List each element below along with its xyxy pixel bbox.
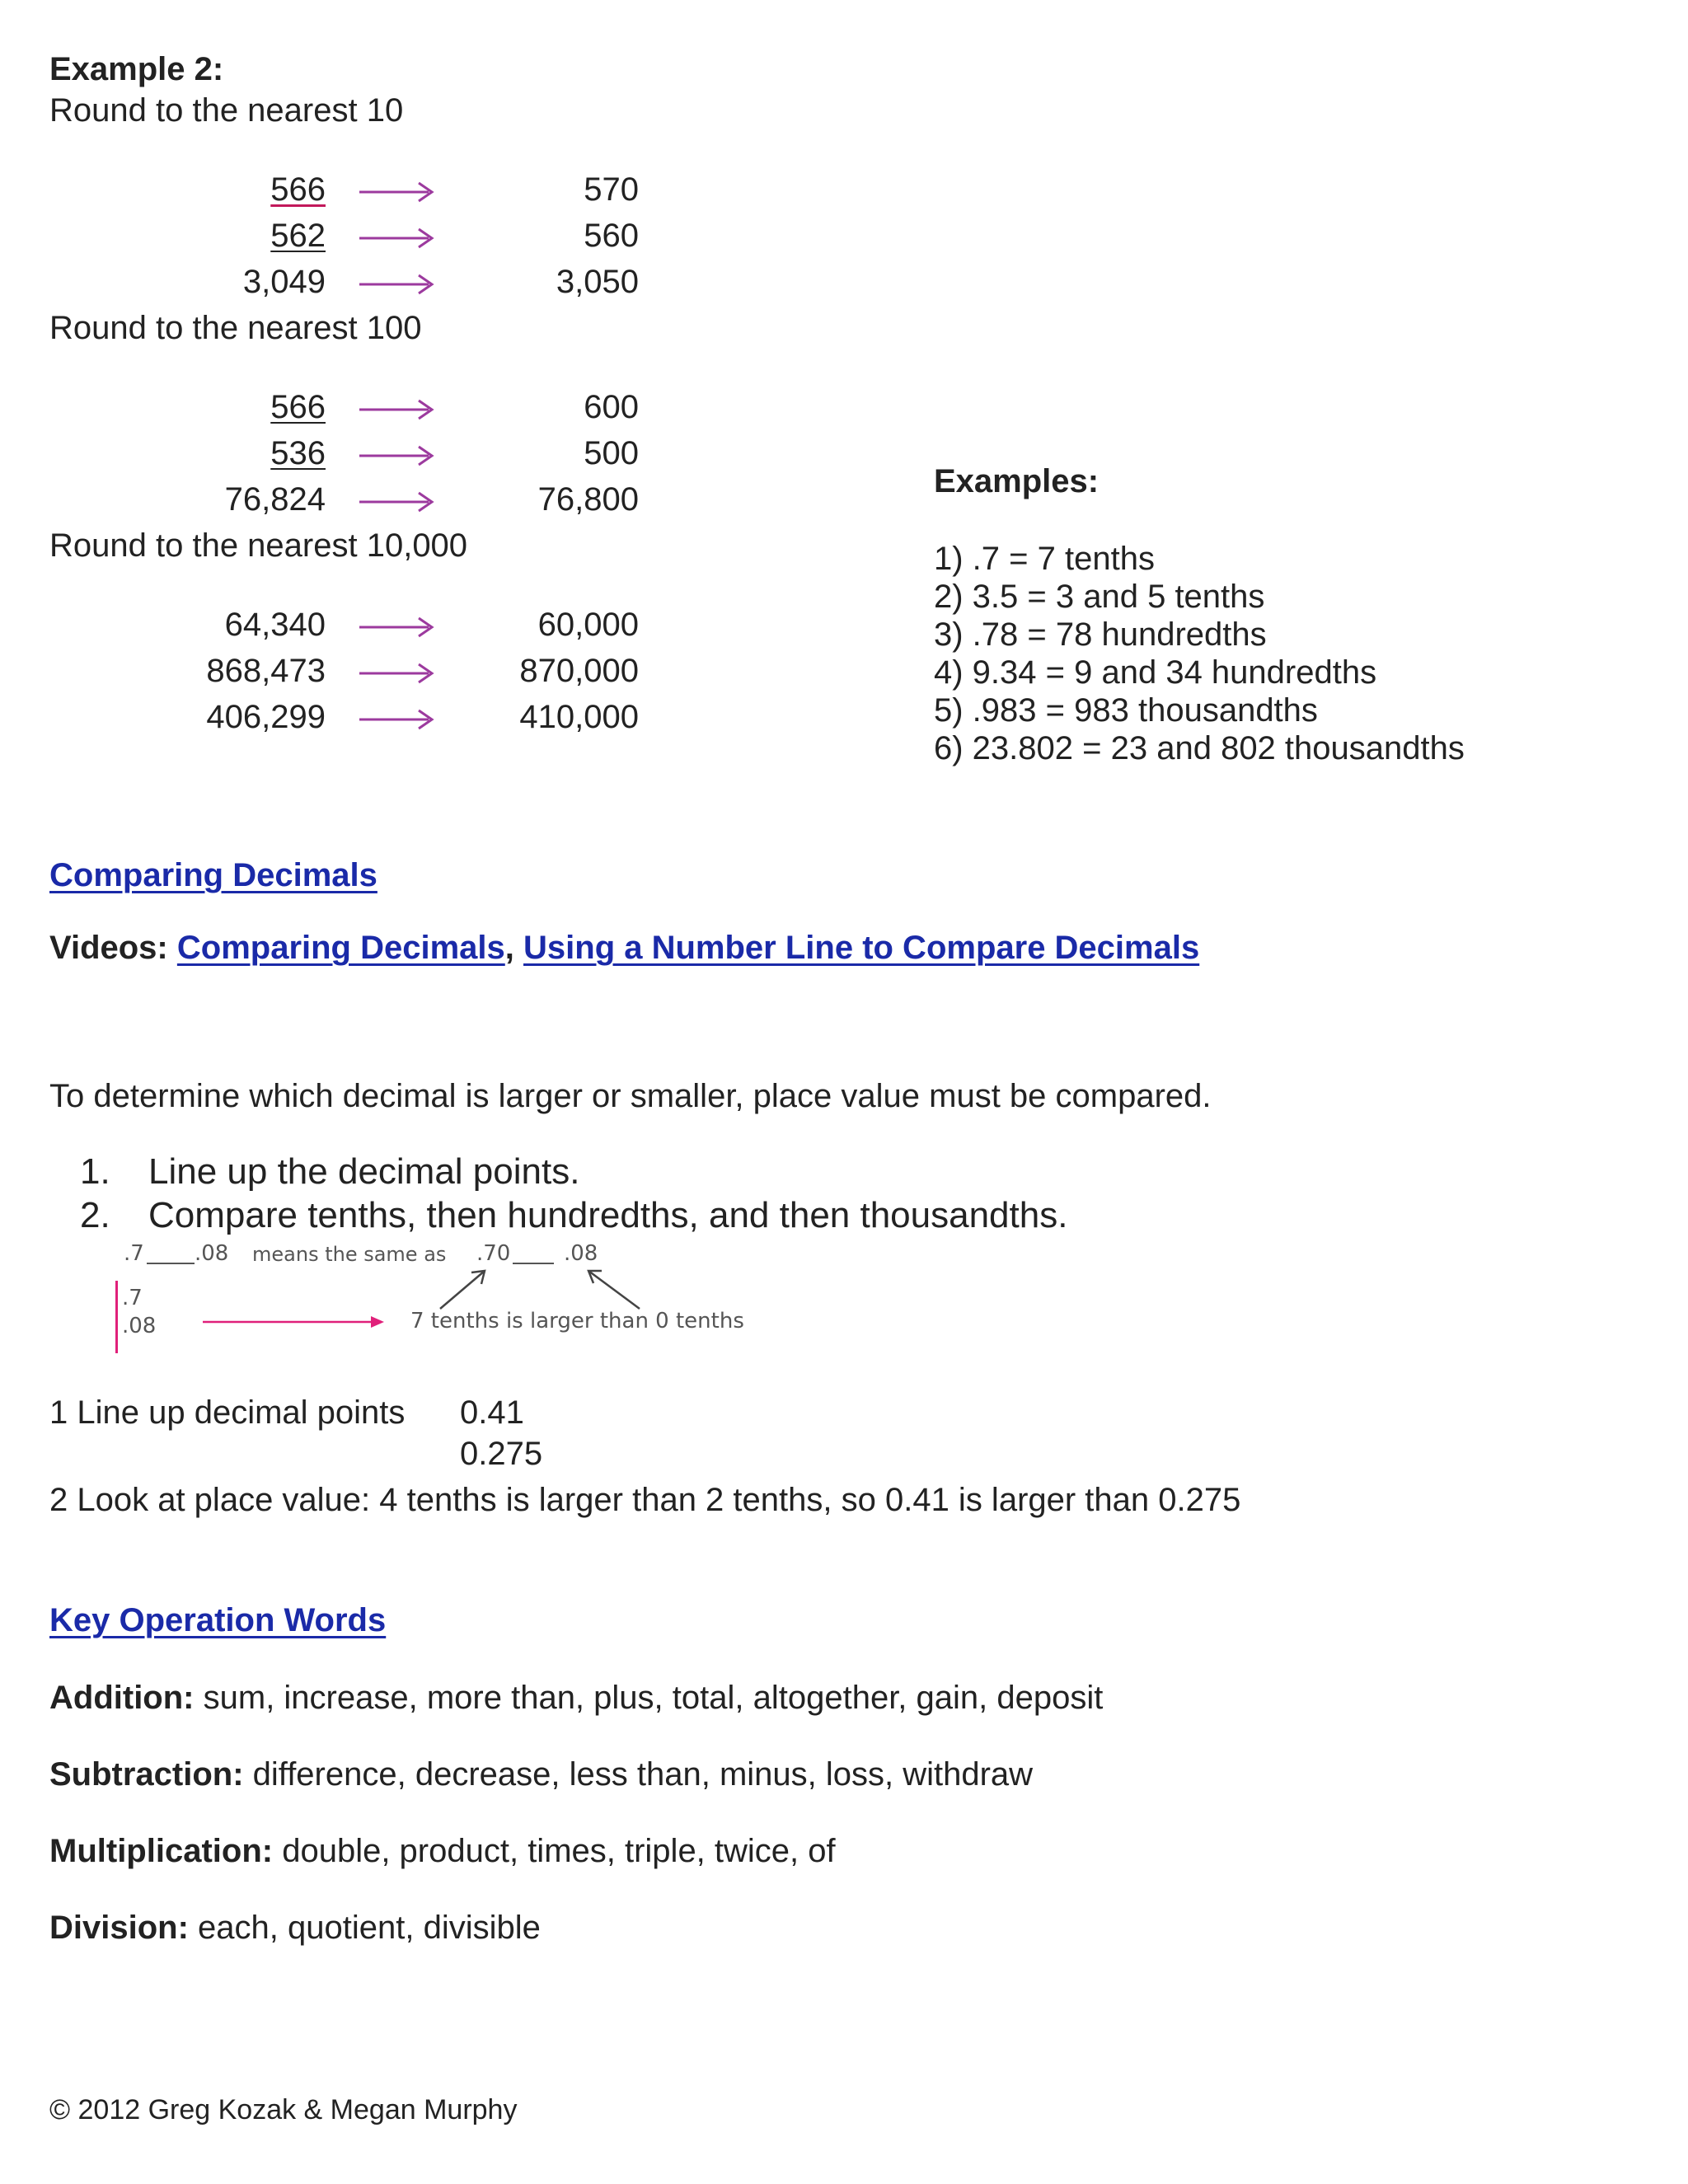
- arrow-icon: [356, 224, 438, 249]
- step-number: 2.: [80, 1195, 110, 1235]
- round-from: 868,473: [206, 653, 326, 689]
- examples-title: Examples:: [934, 463, 1100, 499]
- round-from: 64,340: [224, 607, 326, 643]
- arrow-icon: [356, 613, 438, 638]
- step-text: Compare tenths, then hundredths, and then thousandths.: [148, 1195, 1068, 1235]
- example-item: 4) 9.34 = 9 and 34 hundredths: [934, 654, 1377, 691]
- diagram-means: means the same as: [252, 1243, 447, 1266]
- diagram-note: 7 tenths is larger than 0 tenths: [410, 1309, 744, 1333]
- example-item: 2) 3.5 = 3 and 5 tenths: [934, 579, 1265, 615]
- operation-words: each, quotient, divisible: [198, 1910, 541, 1946]
- arrow-icon: [356, 178, 438, 203]
- round-from: 406,299: [206, 699, 326, 735]
- diagram-right-b: .08: [564, 1241, 598, 1266]
- round-from: 562: [270, 218, 326, 254]
- round-to: 870,000: [519, 653, 639, 689]
- videos-label: Videos:: [49, 930, 168, 966]
- video-link-number-line[interactable]: Using a Number Line to Compare Decimals: [523, 930, 1200, 966]
- arrow-icon: [356, 659, 438, 684]
- arrow-icon: [356, 442, 438, 466]
- number-041: 0.41: [460, 1394, 524, 1431]
- operation-words: difference, decrease, less than, minus, loss, withdraw: [252, 1756, 1034, 1793]
- diagram-left-b: .08: [195, 1241, 229, 1266]
- example-item: 6) 23.802 = 23 and 802 thousandths: [934, 730, 1465, 766]
- group-heading: Round to the nearest 10: [49, 92, 404, 129]
- arrow-icon: [356, 705, 438, 730]
- key-operation-words-heading-link[interactable]: Key Operation Words: [49, 1602, 387, 1638]
- round-to: 60,000: [537, 607, 639, 643]
- round-from: 566: [270, 389, 326, 425]
- operation-row: [49, 1908, 541, 1947]
- example-line-1: 1 Line up decimal points: [49, 1394, 406, 1431]
- intro-text: To determine which decimal is larger or smaller, place value must be compared.: [49, 1078, 1212, 1114]
- pink-arrow-icon: [203, 1312, 386, 1332]
- operation-row: [49, 1755, 1033, 1794]
- round-to: 76,800: [537, 481, 639, 518]
- step-text: Line up the decimal points.: [148, 1151, 580, 1192]
- comparing-decimals-heading-link[interactable]: Comparing Decimals: [49, 857, 377, 893]
- operation-label: Subtraction:: [49, 1756, 244, 1793]
- separator: ,: [504, 930, 514, 966]
- operation-label: Addition:: [49, 1680, 195, 1716]
- round-from: 536: [270, 435, 326, 471]
- arrow-icon: [356, 488, 438, 513]
- operation-words: double, product, times, triple, twice, of: [282, 1833, 836, 1869]
- diagram-line: [147, 1263, 195, 1264]
- example-item: 1) .7 = 7 tenths: [934, 541, 1155, 577]
- diagram-right-a: .70: [476, 1241, 511, 1266]
- diagram-stack-bottom: .08: [122, 1314, 157, 1338]
- round-to: 410,000: [519, 699, 639, 735]
- group-heading: Round to the nearest 10,000: [49, 527, 468, 564]
- operation-row: [49, 1831, 836, 1871]
- video-link-comparing-decimals[interactable]: Comparing Decimals: [176, 930, 505, 966]
- group-heading: Round to the nearest 100: [49, 310, 422, 346]
- round-from: 566: [270, 171, 326, 208]
- diagram-left-a: .7: [124, 1241, 144, 1266]
- round-from: 3,049: [242, 264, 326, 300]
- operation-label: Division:: [49, 1910, 189, 1946]
- arrow-icon: [356, 270, 438, 295]
- example-item: 5) .983 = 983 thousandths: [934, 692, 1318, 729]
- round-to: 3,050: [556, 264, 639, 300]
- operation-row: [49, 1678, 1103, 1718]
- example-title: Example 2:: [49, 51, 224, 87]
- operation-words: sum, increase, more than, plus, total, altogether, gain, deposit: [203, 1680, 1104, 1716]
- videos-row: [49, 928, 1199, 968]
- arrow-icon: [356, 396, 438, 420]
- copyright-footer: © 2012 Greg Kozak & Megan Murphy: [49, 2094, 518, 2125]
- round-to: 600: [584, 389, 639, 425]
- round-to: 500: [584, 435, 639, 471]
- round-to: 570: [584, 171, 639, 208]
- number-0275: 0.275: [460, 1436, 543, 1472]
- pointer-arrows-icon: [429, 1264, 659, 1314]
- diagram-stack-top: .7: [122, 1286, 143, 1310]
- decimal-bar: [115, 1281, 118, 1353]
- round-to: 560: [584, 218, 639, 254]
- operation-label: Multiplication:: [49, 1833, 274, 1869]
- example-item: 3) .78 = 78 hundredths: [934, 616, 1267, 653]
- example-line-2: 2 Look at place value: 4 tenths is larger than 2 tenths, so 0.41 is larger than 0.275: [49, 1482, 1241, 1518]
- step-number: 1.: [80, 1151, 110, 1192]
- round-from: 76,824: [224, 481, 326, 518]
